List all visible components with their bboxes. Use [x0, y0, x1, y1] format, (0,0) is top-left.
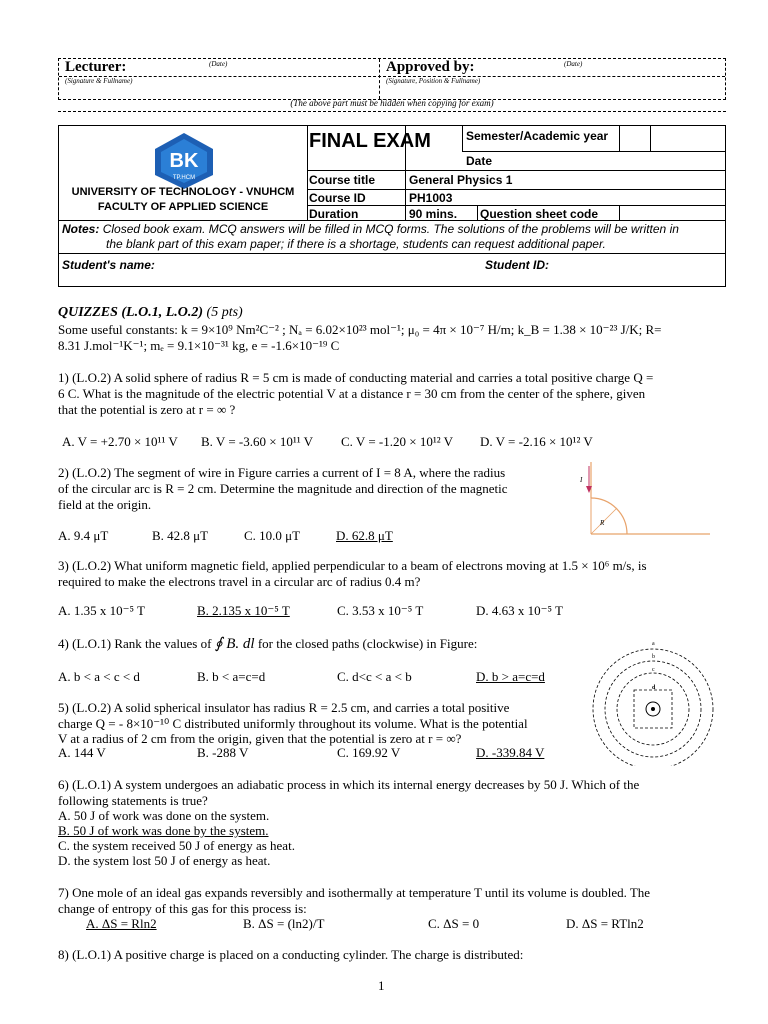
notes [62, 222, 722, 252]
q7-line2: change of entropy of this gas for this process is: [58, 901, 307, 916]
q3-line1: 3) (L.O.2) What uniform magnetic field, applied perpendicular to a beam of electrons moving at 1.5 × 10⁶ m/s, is [58, 558, 647, 573]
q6-option-c: C. the system received 50 J of energy as heat. [58, 838, 295, 853]
q5-option-d: D. -339.84 V [476, 745, 545, 760]
notes-line2: the blank part of this exam paper; if there is a shortage, students can request additional paper. [106, 237, 606, 251]
fig2-r-label: R [600, 519, 605, 527]
semester-label: Semester/Academic year [466, 129, 609, 143]
course-id-value: PH1003 [409, 191, 453, 205]
fig4-c-label: c [652, 667, 655, 673]
q5-line2: charge Q = - 8×10⁻¹⁰ C distributed uniformly throughout its volume. What is the potential [58, 716, 528, 731]
constants-line1: Some useful constants: k = 9×10⁹ Nm²C⁻² ; Nₐ = 6.02×10²³ mol⁻¹; μ₀ = 4π × 10⁻⁷ H/m; k_B = 1.38 × 10⁻²³ J/K; R= [58, 322, 662, 337]
q2-line2: of the circular arc is R = 2 cm. Determine the magnitude and direction of the magnetic [58, 481, 508, 496]
duration-label: Duration [309, 207, 359, 221]
q5-option-c: C. 169.92 V [337, 745, 401, 760]
question-sheet-code-label: Question sheet code [480, 207, 599, 221]
q4-option-a: A. b < a < c < d [58, 669, 140, 684]
q2-option-b: B. 42.8 μT [152, 528, 209, 543]
q3-option-a: A. 1.35 x 10⁻⁵ T [58, 603, 145, 618]
q2-option-d: D. 62.8 μT [336, 528, 393, 543]
notes-line1: Closed book exam. MCQ answers will be filled in MCQ forms. The solutions of the problems will be written in [102, 222, 679, 236]
q6-line2: following statements is true? [58, 793, 208, 808]
q1-line3: that the potential is zero at r = ∞ ? [58, 402, 236, 417]
hidden-note: (The above part must be hidden when copying for exam) [290, 98, 494, 108]
duration-value: 90 mins. [409, 207, 458, 221]
lecturer-sub: (Signature & Fullname) [65, 77, 133, 85]
logo-text: BK [169, 150, 199, 172]
date-label: Date [466, 154, 493, 168]
q5-option-a: A. 144 V [58, 745, 106, 760]
q7-option-c: C. ΔS = 0 [428, 916, 480, 931]
q5-line1: 5) (L.O.2) A solid spherical insulator has radius R = 2.5 cm, and carries a total positive [58, 700, 510, 715]
signature-box [58, 58, 726, 100]
q6-option-a: A. 50 J of work was done on the system. [58, 808, 270, 823]
approved-sub: (Signature, Position & Fullname) [386, 77, 481, 85]
university-name: UNIVERSITY OF TECHNOLOGY - VNUHCM [71, 186, 295, 198]
lecturer-label: Lecturer: [65, 59, 127, 75]
student-name-label: Student's name: [62, 258, 155, 272]
q7-option-d: D. ΔS = RTln2 [566, 916, 644, 931]
q2-option-a: A. 9.4 μT [58, 528, 109, 543]
fig4-b-label: b [652, 654, 655, 660]
q5-option-b: B. -288 V [197, 745, 249, 760]
q4-option-d: D. b > a=c=d [476, 669, 545, 684]
q5-line3: V at a radius of 2 cm from the origin, given that the potential is zero at r = ∞? [58, 731, 462, 746]
course-title-value: General Physics 1 [409, 173, 513, 187]
q1-option-c: C. V = -1.20 × 10¹² V [341, 434, 454, 449]
q3-line2: required to make the electrons travel in a circular arc of radius 0.4 m? [58, 574, 421, 589]
q3-option-c: C. 3.53 x 10⁻⁵ T [337, 603, 424, 618]
q2-line1: 2) (L.O.2) The segment of wire in Figure carries a current of I = 8 A, where the radius [58, 465, 506, 480]
q7-option-a: A. ΔS = Rln2 [86, 916, 157, 931]
q8-line1: 8) (L.O.1) A positive charge is placed on a conducting cylinder. The charge is distributed: [58, 947, 524, 962]
q1-option-b: B. V = -3.60 × 10¹¹ V [201, 434, 314, 449]
approved-date: (Date) [564, 60, 583, 68]
q2-option-c: C. 10.0 μT [244, 528, 301, 543]
q3-option-b: B. 2.135 x 10⁻⁵ T [197, 603, 290, 618]
university-logo [149, 131, 219, 191]
constants-line2: 8.31 J.mol⁻¹K⁻¹; mₑ = 9.1×10⁻³¹ kg, e = -1.6×10⁻¹⁹ C [58, 338, 340, 353]
fig2-i-label: I [580, 476, 583, 484]
hidden-divider [58, 111, 726, 112]
faculty-name: FACULTY OF APPLIED SCIENCE [97, 201, 269, 213]
q2-figure [575, 460, 715, 540]
notes-label: Notes: [62, 222, 100, 236]
lecturer-date: (Date) [209, 60, 228, 68]
student-id-label: Student ID: [485, 258, 549, 272]
q6-line1: 6) (L.O.1) A system undergoes an adiabatic process in which its internal energy decreases by 50 J. Which of the [58, 777, 640, 792]
q1-option-d: D. V = -2.16 × 10¹² V [480, 434, 593, 449]
approved-label: Approved by: [386, 59, 475, 75]
q1-option-a: A. V = +2.70 × 10¹¹ V [62, 434, 178, 449]
fig4-d-label: d [652, 685, 656, 691]
q7-option-b: B. ΔS = (ln2)/T [243, 916, 325, 931]
exam-title: FINAL EXAM [309, 130, 431, 152]
course-id-label: Course ID [309, 191, 366, 205]
q4-option-b: B. b < a=c=d [197, 669, 266, 684]
logo-sub: TP.HCM [172, 175, 196, 181]
q4-line1: 4) (L.O.1) Rank the values of ∮ B. dl for the closed paths (clockwise) in Figure: [58, 636, 478, 652]
q2-line3: field at the origin. [58, 497, 152, 512]
quiz-title: QUIZZES (L.O.1, L.O.2) (5 pts) [58, 305, 243, 320]
q6-option-b: B. 50 J of work was done by the system. [58, 823, 269, 838]
q4-figure [590, 636, 720, 766]
page-number: 1 [378, 978, 385, 993]
q7-line1: 7) One mole of an ideal gas expands reversibly and isothermally at temperature T until its volume is doubled. The [58, 885, 651, 900]
q4-option-c: C. d<c < a < b [337, 669, 412, 684]
fig4-a-label: a [652, 641, 655, 647]
q3-option-d: D. 4.63 x 10⁻⁵ T [476, 603, 563, 618]
course-title-label: Course title [309, 173, 376, 187]
q6-option-d: D. the system lost 50 J of energy as heat. [58, 853, 271, 868]
q1-line2: 6 C. What is the magnitude of the electric potential V at a distance r = 30 cm from the center of the sphere, given [58, 386, 646, 401]
exam-header-table [58, 125, 726, 287]
q1-line1: 1) (L.O.2) A solid sphere of radius R = 5 cm is made of conducting material and carries a total positive charge Q = [58, 370, 654, 385]
